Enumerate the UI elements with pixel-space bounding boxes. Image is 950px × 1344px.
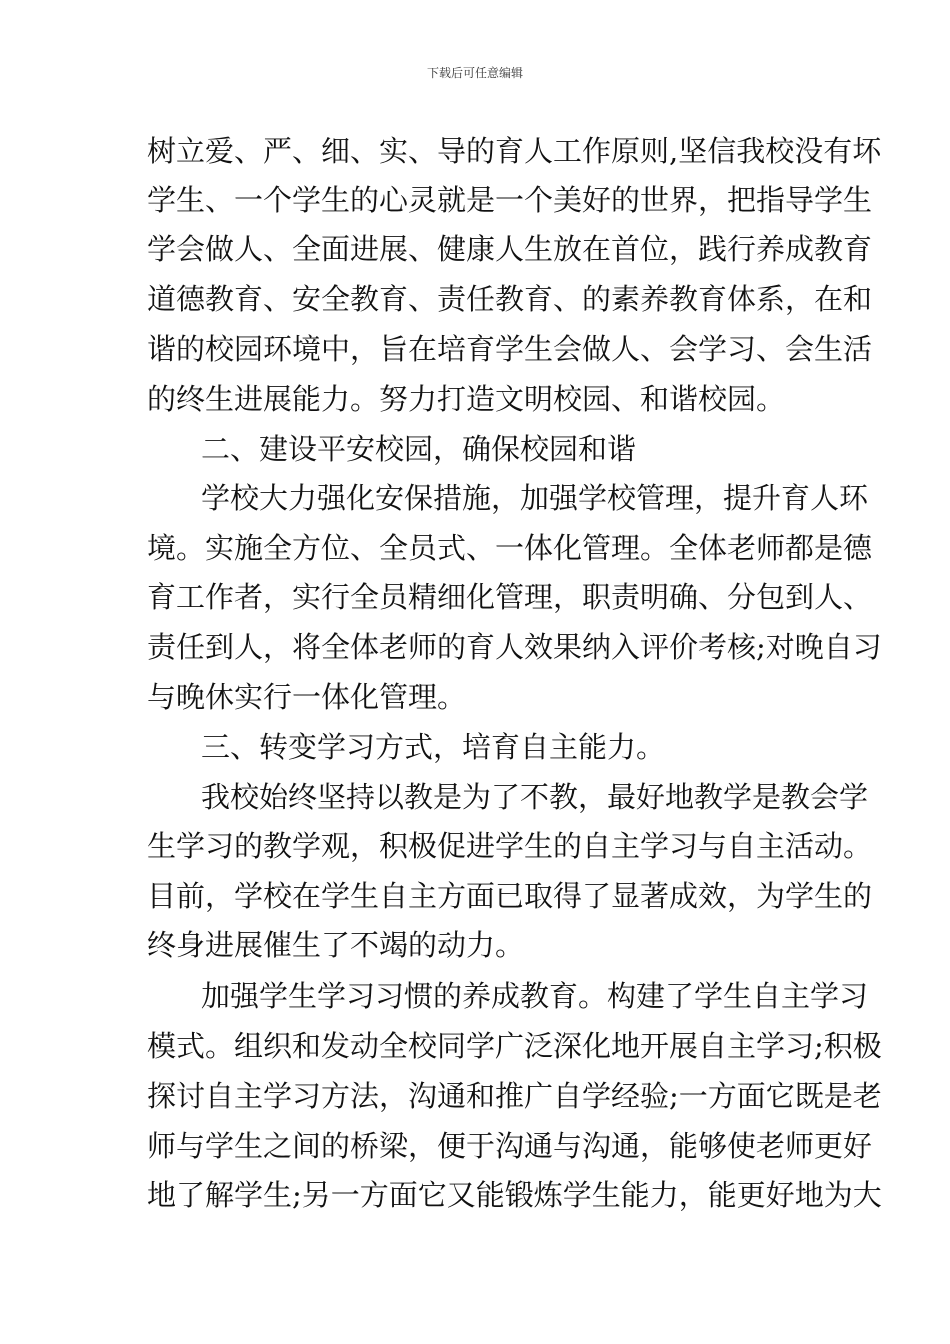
header-note: 下载后可任意编辑 — [426, 66, 523, 80]
body-line: 终身进展催生了不竭的动力。 — [147, 928, 525, 962]
section-heading: 三、转变学习方式，培育自主能力。 — [201, 730, 666, 764]
body-line: 探讨自主学习方法，沟通和推广自学经验;一方面它既是老 — [147, 1079, 882, 1113]
body-line: 学生、一个学生的心灵就是一个美好的世界，把指导学生 — [147, 183, 873, 217]
body-line: 责任到人，将全体老师的育人效果纳入评价考核;对晚自习 — [147, 630, 882, 664]
body-line: 师与学生之间的桥梁，便于沟通与沟通，能够使老师更好 — [147, 1129, 873, 1163]
body-line: 模式。组织和发动全校同学广泛深化地开展自主学习;积极 — [147, 1029, 882, 1063]
body-line: 谐的校园环境中，旨在培育学生会做人、会学习、会生活 — [147, 332, 873, 366]
body-line: 育工作者，实行全员精细化管理，职责明确、分包到人、 — [147, 580, 873, 614]
section-heading: 二、建设平安校园，确保校园和谐 — [201, 432, 637, 466]
body-line: 树立爱、严、细、实、导的育人工作原则,坚信我校没有坏 — [147, 134, 882, 168]
body-line: 道德教育、安全教育、责任教育、的素养教育体系，在和 — [147, 282, 873, 316]
body-line: 我校始终坚持以教是为了不教，最好地教学是教会学 — [201, 780, 869, 814]
body-line: 学会做人、全面进展、健康人生放在首位，践行养成教育 — [147, 232, 873, 266]
body-line: 加强学生学习习惯的养成教育。构建了学生自主学习 — [201, 979, 869, 1013]
body-line: 境。实施全方位、全员式、一体化管理。全体老师都是德 — [147, 531, 873, 565]
body-line: 学校大力强化安保措施，加强学校管理，提升育人环 — [201, 481, 869, 515]
body-line: 与晚休实行一体化管理。 — [147, 680, 467, 714]
body-line: 生学习的教学观，积极促进学生的自主学习与自主活动。 — [147, 829, 873, 863]
body-line: 目前，学校在学生自主方面已取得了显著成效，为学生的 — [147, 879, 873, 913]
body-line: 地了解学生;另一方面它又能锻炼学生能力，能更好地为大 — [147, 1178, 882, 1212]
body-line: 的终生进展能力。努力打造文明校园、和谐校园。 — [147, 382, 786, 416]
